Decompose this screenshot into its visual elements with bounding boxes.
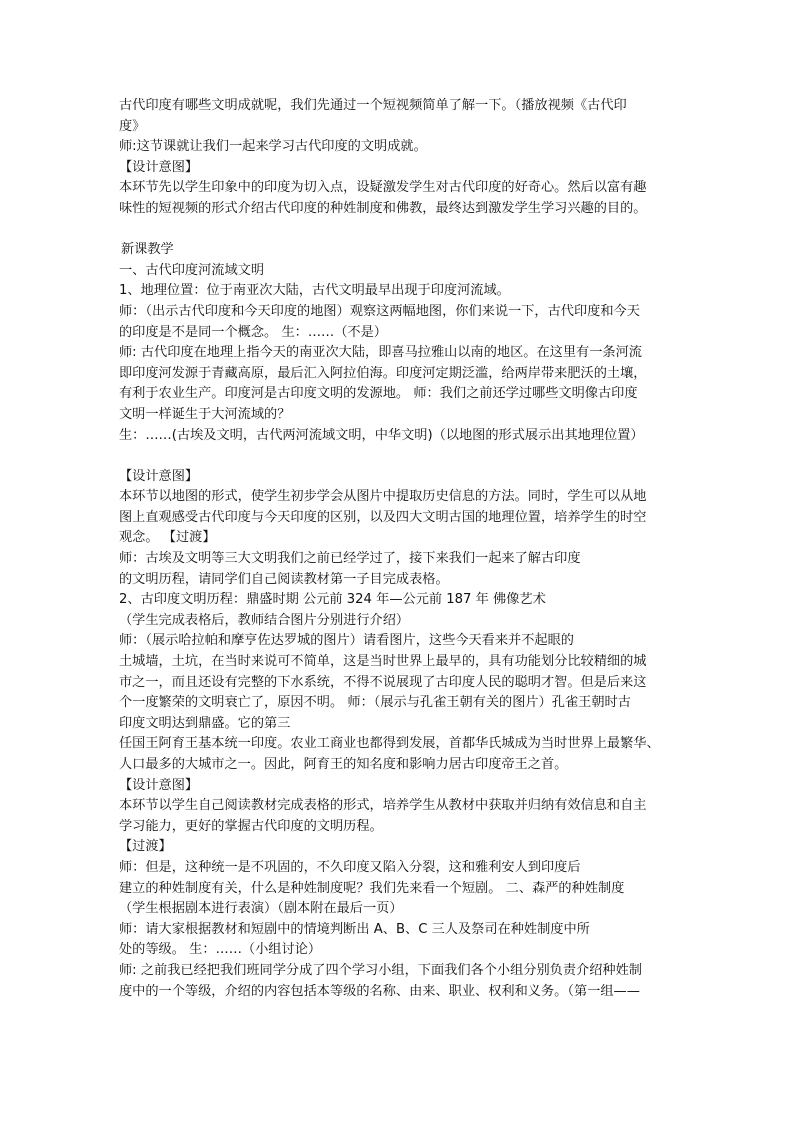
blank-line: [119, 220, 679, 241]
section-heading: 【设计意图】: [119, 468, 199, 484]
text-line: 图上直观感受古代印度与今天印度的区别，以及四大文明古国的地理位置，培养学生的时空: [119, 509, 647, 525]
text-line: 的印度是不是同一个概念。 生：……（不是）: [119, 324, 387, 340]
text-line: 1、地理位置：位于南亚次大陆，古代文明最早出现于印度河流域。: [119, 283, 510, 299]
text-line: 文明一样诞生于大河流域的？: [119, 406, 291, 422]
blank-line: [119, 446, 679, 467]
text-line: 师：（出示古代印度和今天印度的地图）观察这两幅地图，你们来说一下，古代印度和今天: [119, 303, 640, 319]
section-heading: 【过渡】: [119, 839, 172, 855]
text-line: 建立的种姓制度有关，什么是种姓制度呢？我们先来看一个短剧。 二、森严的种姓制度: [119, 880, 625, 896]
text-line: 的文明历程，请同学们自己阅读教材第一子目完成表格。: [119, 571, 449, 587]
text-line: 度》: [119, 118, 146, 134]
text-line: 师: 之前我已经把我们班同学分成了四个学习小组，下面我们各个小组分别负责介绍种姓制: [119, 962, 642, 978]
text-line: 本环节以学生自己阅读教材完成表格的形式，培养学生从教材中获取并归纳有效信息和自主: [119, 798, 647, 814]
section-heading: 【设计意图】: [119, 777, 199, 793]
text-line: 土城墙，土坑，在当时来说可不简单，这是当时世界上最早的，具有功能划分比较精细的城: [119, 654, 647, 670]
text-line: 生：……(古埃及文明，古代两河流域文明，中华文明)（以地图的形式展示出其地理位置）: [119, 427, 644, 443]
document-body: [119, 96, 679, 1002]
text-line: 即印度河发源于青藏高原，最后汇入阿拉伯海。印度河定期泛滥，给两岸带来肥沃的土壤，: [119, 365, 647, 381]
text-line: 有利于农业生产。印度河是古印度文明的发源地。 师：我们之前还学过哪些文明像古印度: [119, 386, 638, 402]
section-heading: 【设计意图】: [119, 159, 199, 175]
text-line: 师：（展示哈拉帕和摩亨佐达罗城的图片）请看图片，这些今天看来并不起眼的: [119, 633, 574, 649]
text-line: 师: 古代印度在地理上指今天的南亚次大陆，即喜马拉雅山以南的地区。在这里有一条河流: [119, 345, 642, 361]
text-line: 师：请大家根据教材和短剧中的情境判断出 A、B、C 三人及祭司在种姓制度中所: [119, 921, 590, 937]
text-line: 印度文明达到鼎盛。它的第三: [119, 715, 291, 731]
text-line: 任国王阿育王基本统一印度。农业工商业也都得到发展，首都华氏城成为当时世界上最繁华、: [119, 736, 660, 752]
text-line: 本环节以地图的形式，使学生初步学会从图片中提取历史信息的方法。同时，学生可以从地: [119, 489, 647, 505]
text-line: 2、古印度文明历程：鼎盛时期 公元前 324 年—公元前 187 年 佛像艺术: [119, 592, 546, 608]
text-line: 观念。 【过渡】: [119, 530, 216, 546]
text-line: 师:这节课就让我们一起来学习古代印度的文明成就。: [119, 139, 427, 155]
section-heading: 新课教学: [121, 242, 174, 258]
text-line: 师：古埃及文明等三大文明我们之前已经学过了，接下来我们一起来了解古印度: [119, 551, 581, 567]
text-line: 学习能力，更好的掌握古代印度的文明历程。: [119, 818, 383, 834]
text-line: 度中的一个等级，介绍的内容包括本等级的名称、由来、职业、权利和义务。（第一组——: [119, 983, 640, 999]
text-line: 味性的短视频的形式介绍古代印度的种姓制度和佛教，最终达到激发学生学习兴趣的目的。: [119, 200, 647, 216]
text-line: （学生根据剧本进行表演）（剧本附在最后一页）: [119, 901, 403, 917]
section-heading: 一、古代印度河流域文明: [119, 262, 265, 278]
text-line: （学生完成表格后，教师结合图片分别进行介绍）: [119, 612, 410, 628]
text-line: 个一度繁荣的文明衰亡了，原因不明。 师：（展示与孔雀王朝有关的图片）孔雀王朝时古: [119, 695, 631, 711]
text-line: 市之一，而且还设有完整的下水系统，不得不说展现了古印度人民的聪明才智。但是后来这: [119, 674, 647, 690]
text-line: 处的等级。 生：……（小组讨论）: [119, 942, 322, 958]
text-line: 师：但是，这种统一是不巩固的，不久印度又陷入分裂，这和雅利安人到印度后: [119, 859, 581, 875]
text-line: 古代印度有哪些文明成就呢，我们先通过一个短视频简单了解一下。（播放视频《古代印: [119, 98, 627, 113]
text-line: 本环节先以学生印象中的印度为切入点，设疑激发学生对古代印度的好奇心。然后以富有趣: [119, 180, 647, 196]
text-line: 人口最多的大城市之一。因此，阿育王的知名度和影响力居古印度帝王之首。: [119, 757, 568, 772]
